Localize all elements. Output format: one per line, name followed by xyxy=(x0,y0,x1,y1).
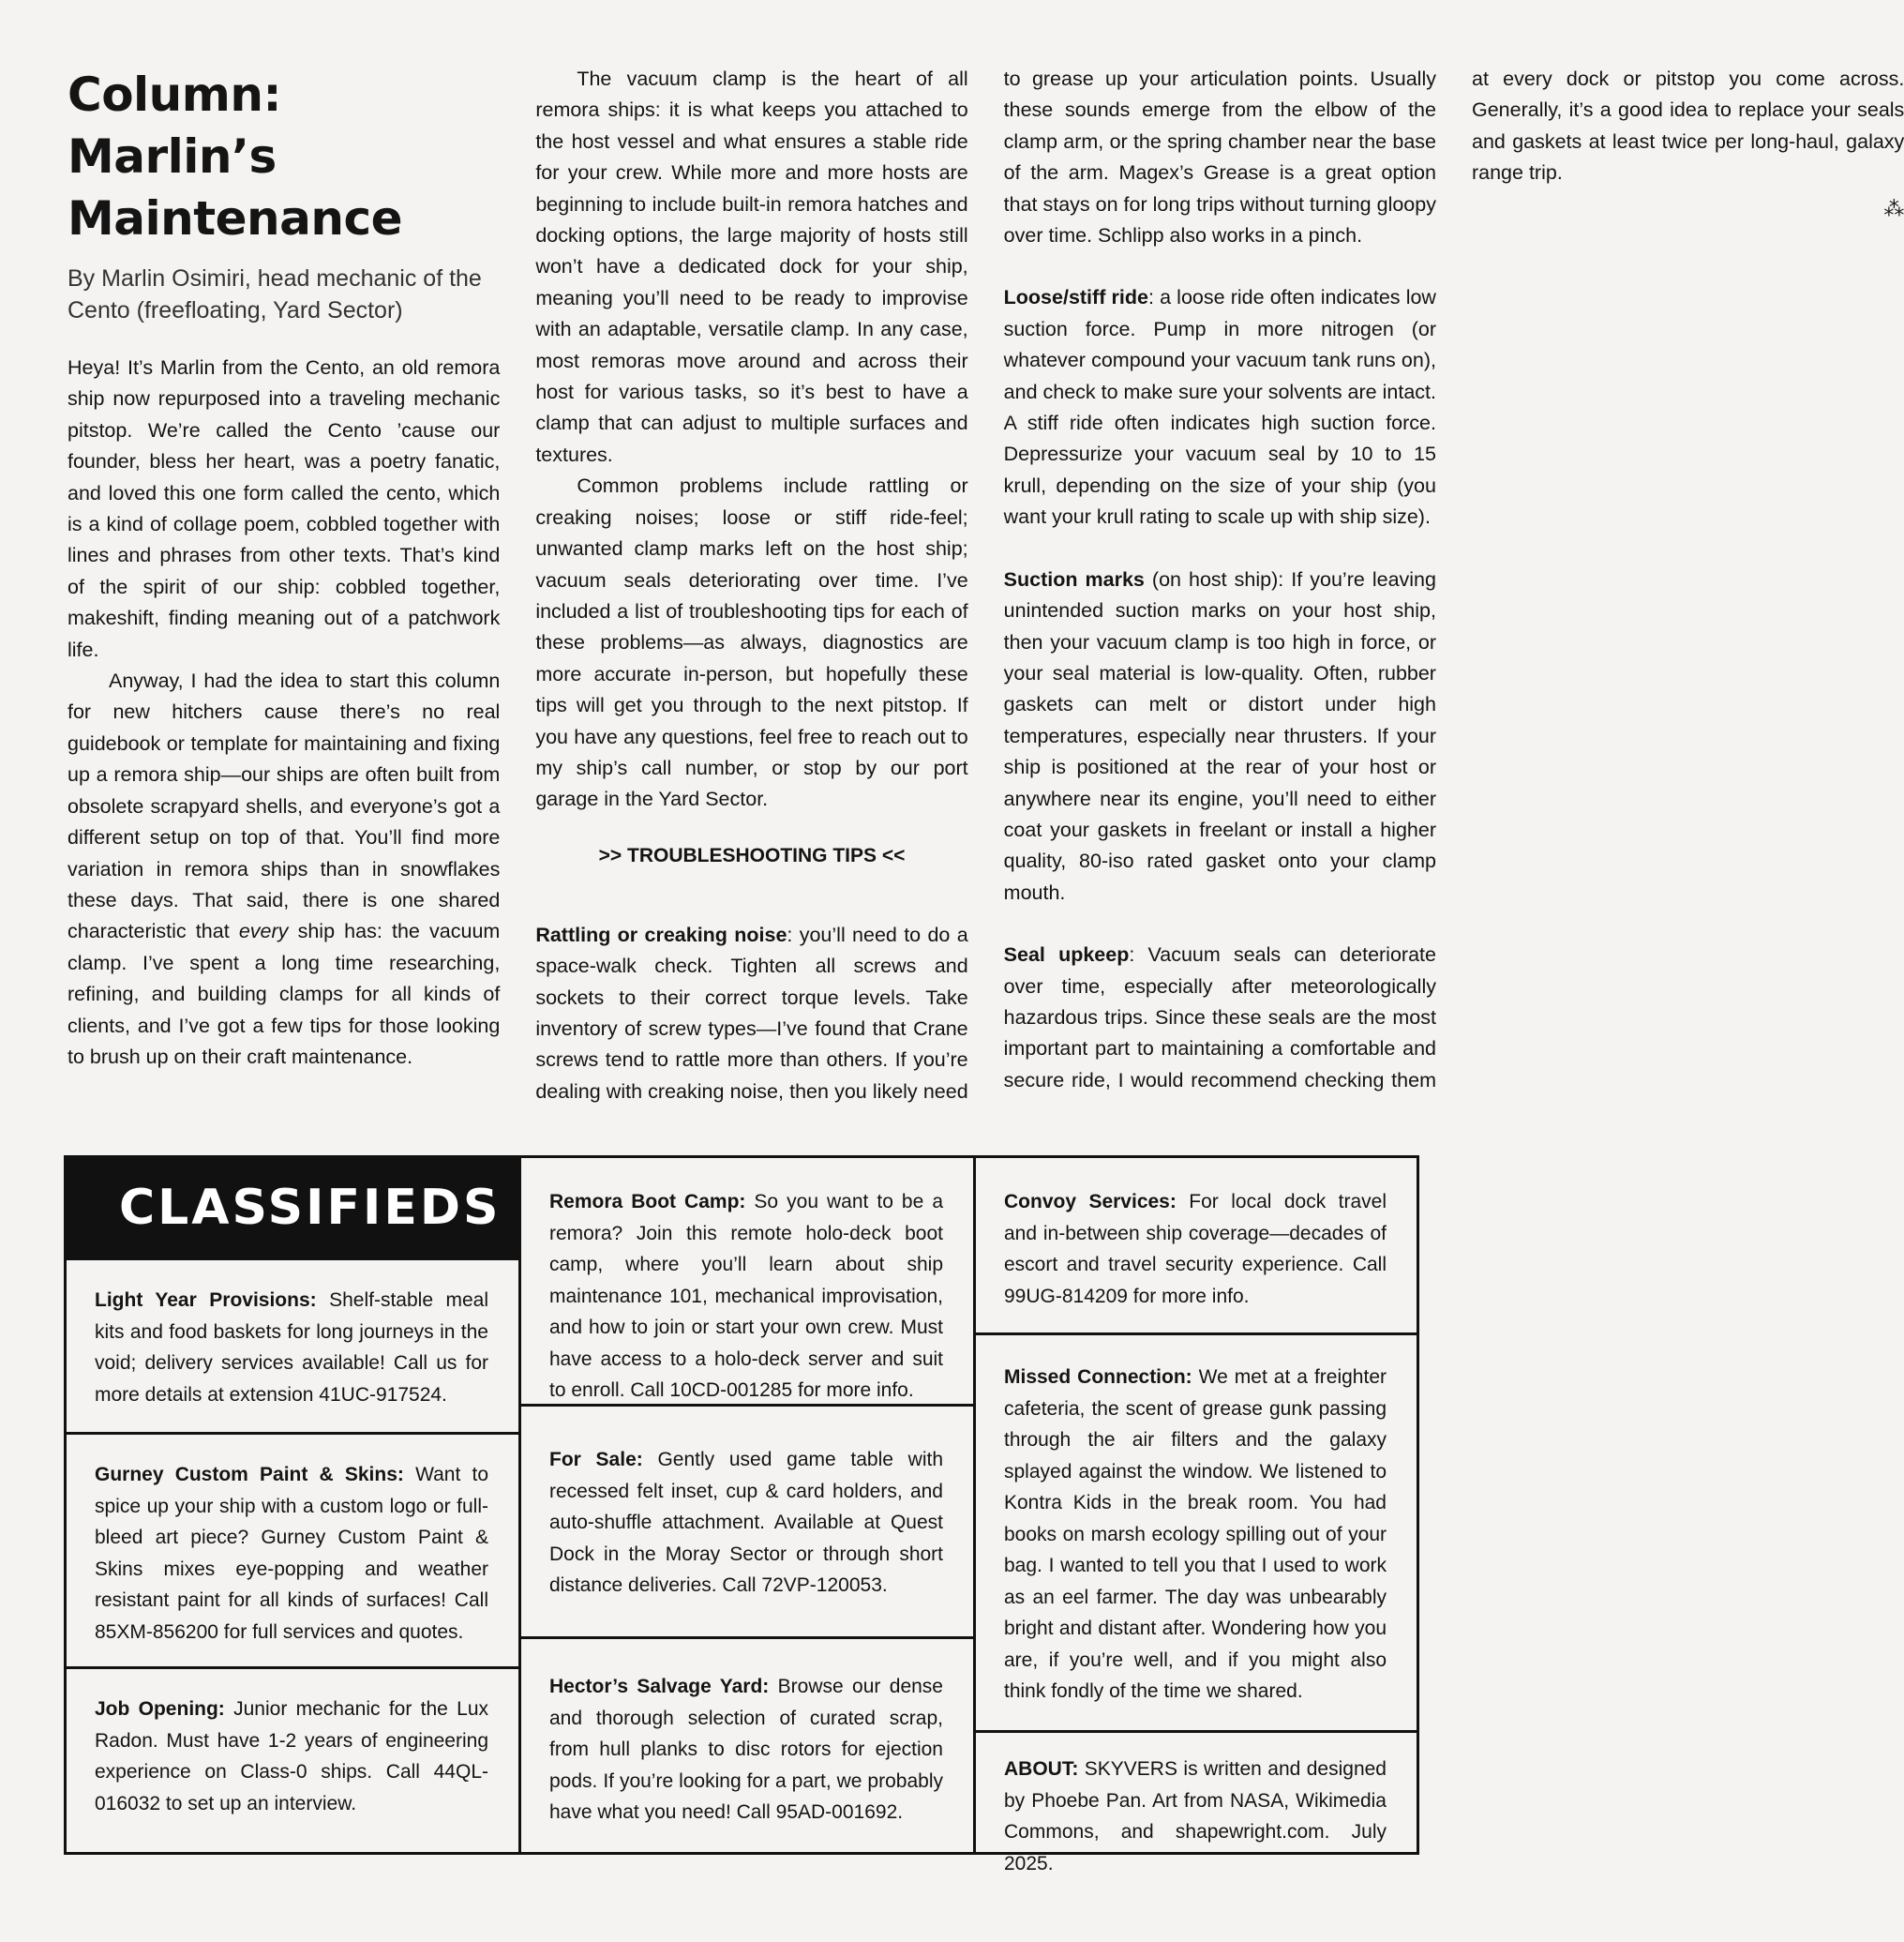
ad-remora-boot-camp: Remora Boot Camp: So you want to be a remora? Join this remote holo-deck boot camp, where you’ll learn about ship maintenance 101, mechanical improvisation, and how to join or start your own crew. Must have access to a holo-deck server and suit to enroll. Call 10CD-001285 for more info. xyxy=(549,1191,943,1401)
column-byline: By Marlin Osimiri, head mechanic of the Cento (freefloating, Yard Sector) xyxy=(67,265,482,324)
troubleshooting-heading: >> TROUBLESHOOTING TIPS << xyxy=(598,844,906,866)
ad-light-year-provisions: Light Year Provisions: Shelf-stable meal kits and food baskets for long journeys in the void; delivery services available! Call us for more details at extension 41UC-917524. xyxy=(67,1257,518,1432)
about-credits: ABOUT: SKYVERS is written and designed by Phoebe Pan. Art from NASA, Wikimedia Commons, and shapewright.com. July 2025. xyxy=(976,1730,1417,1852)
ad-convoy-services: Convoy Services: For local dock travel and in-between ship coverage—decades of escort and travel security experience. Call 99UG-814209 for more info. xyxy=(1004,1191,1387,1307)
ad-gurney-custom-paint: Gurney Custom Paint & Skins: Want to spice up your ship with a custom logo or full-bleed art piece? Gurney Custom Paint & Skins mixes eye-popping and weather resistant paint for all kinds of surfaces! Call 85XM-856200 for full services and quotes. xyxy=(67,1432,518,1666)
classifieds-banner: CLASSIFIEDS xyxy=(67,1158,518,1257)
tip-suction-marks: Suction marks (on host ship): If you’re leaving unintended suction marks on your host ship, then your vacuum clamp is too high in force, or your seal material is low-quality. Often, rubber gaskets can melt or distort under high temperatures, especially near thrusters. If your ship is positioned at the rear of your host or anywhere near its engine, you’ll need to either coat your gaskets in freelant or install a higher quality, 80-iso rated gasket onto your clamp mouth. xyxy=(1003,567,1436,904)
column-headline: Column: Marlin’s Maintenance xyxy=(67,68,403,246)
end-mark-icon: ⁂ xyxy=(1883,196,1904,220)
paragraph-vacuum-clamp: The vacuum clamp is the heart of all remora ships: it is what keeps you attached to the host vessel and what ensures a stable ride for your crew. While more and more hosts are beginning to include built-in remora hatches and docking options, the large majority of hosts still won’t have a dedicated dock for your ship, meaning you’ll need to be ready to improvise with an adaptable, versatile clamp. In any case, most remoras move around and across their host for various tasks, so it’s best to have a clamp that can adjust to multiple surfaces and textures. xyxy=(535,68,968,466)
classifieds-column-1 xyxy=(67,1158,521,1852)
maintenance-column xyxy=(67,64,1904,1119)
paragraph-intro: Heya! It’s Marlin from the Cento, an old remora ship now repurposed into a traveling mechanic pitstop. We’re called the Cento ’cause our founder, bless her heart, was a poetry fanatic, and loved this one form called the cento, which is a kind of collage poem, cobbled together with lines and phrases from other texts. That’s kind of the spirit of our ship: cobbled together, makeshift, finding meaning out of a patchwork life. xyxy=(67,356,501,661)
paragraph-column-idea: Anyway, I had the idea to start this column for new hitchers cause there’s no real guidebook or template for maintaining and fixing up a remora ship—our ships are often built from obsolete scrapyard shells, and everyone’s got a different setup on top of that. You’ll find more variation in remora ships than in snowflakes these days. That said, there is one shared characteristic that every ship has: the vacuum clamp. I’ve spent a long time researching, refining, and building clamps for all kinds of clients, and I’ve got a few tips for those looking to brush up on their craft maintenance. xyxy=(67,670,501,1068)
ad-for-sale: For Sale: Gently used game table with recessed felt inset, cup & card holders, and auto-shuffle attachment. Available at Quest Dock in the Moray Sector or through short distance deliveries. Call 72VP-120053. xyxy=(521,1404,973,1636)
ad-hectors-salvage-yard: Hector’s Salvage Yard: Browse our dense and thorough selection of curated scrap, from hull planks to disc rotors for ejection pods. If you’re looking for a part, we probably have what you need! Call 95AD-001692. xyxy=(521,1636,973,1852)
tip-loose-stiff-ride: Loose/stiff ride: a loose ride often indicates low suction force. Pump in more nitrogen (or whatever compound your vacuum tank runs on), and check to make sure your solvents are intact. A stiff ride often indicates high suction force. Depressurize your vacuum seal by 10 to 15 krull, depending on the size of your ship (you want your krull rating to scale up with ship size). xyxy=(1003,286,1436,529)
tip-rattling: Rattling or creaking noise: you’ll need to do a space-walk check. Tighten all screws and sockets to their correct torque levels. Take inventory of screw types—I’ve found that Crane screws tend to rattle more than others. If you’re dealing with creaking noise, then you likely need to grease up your articulation points. Usually these sounds emerge from the elbow of the clamp arm, or the spring chamber near the base of the arm. Magex’s Grease is a great option that stays on for long trips without turning gloopy over time. Schlipp also works in a pinch. xyxy=(535,68,1436,1103)
tip-seal-upkeep: Seal upkeep: Vacuum seals can deteriorate over time, especially after meteorologically hazardous trips. Since these seals are the most important part to maintaining a comfortable and secure ride, I would recommend checking them at every dock or pitstop you come across. Generally, it’s a good idea to replace your seals and gaskets at least twice per long-haul, galaxy range trip. xyxy=(1003,68,1904,1091)
classifieds-column-2 xyxy=(521,1158,976,1852)
classifieds-column-3 xyxy=(976,1158,1417,1874)
paragraph-common-problems: Common problems include rattling or creaking noises; loose or stiff ride-feel; unwanted clamp marks left on the host ship; vacuum seals deteriorating over time. I’ve included a list of troubleshooting tips for each of these problems—as always, diagnostics are more accurate in-person, but hopefully these tips will get you through to the next pitstop. If you have any questions, feel free to reach out to my ship’s call number, or stop by our port garage in the Yard Sector. xyxy=(535,474,968,811)
ad-job-opening: Job Opening: Junior mechanic for the Lux Radon. Must have 1-2 years of engineering experience on Class-0 ships. Call 44QL-016032 to set up an interview. xyxy=(67,1666,518,1852)
ad-missed-connection: Missed Connection: We met at a freighter cafeteria, the scent of grease gunk passing through the air filters and the galaxy splayed against the window. We listened to Kontra Kids in the break room. You had books on marsh ecology spilling out of your bag. I wanted to tell you that I used to work as an eel farmer. The day was unbearably bright and distant after. Wondering how you are, if you’re well, and if you might also think fondly of the time we shared. xyxy=(976,1332,1417,1730)
classifieds-section xyxy=(64,1155,1419,1874)
